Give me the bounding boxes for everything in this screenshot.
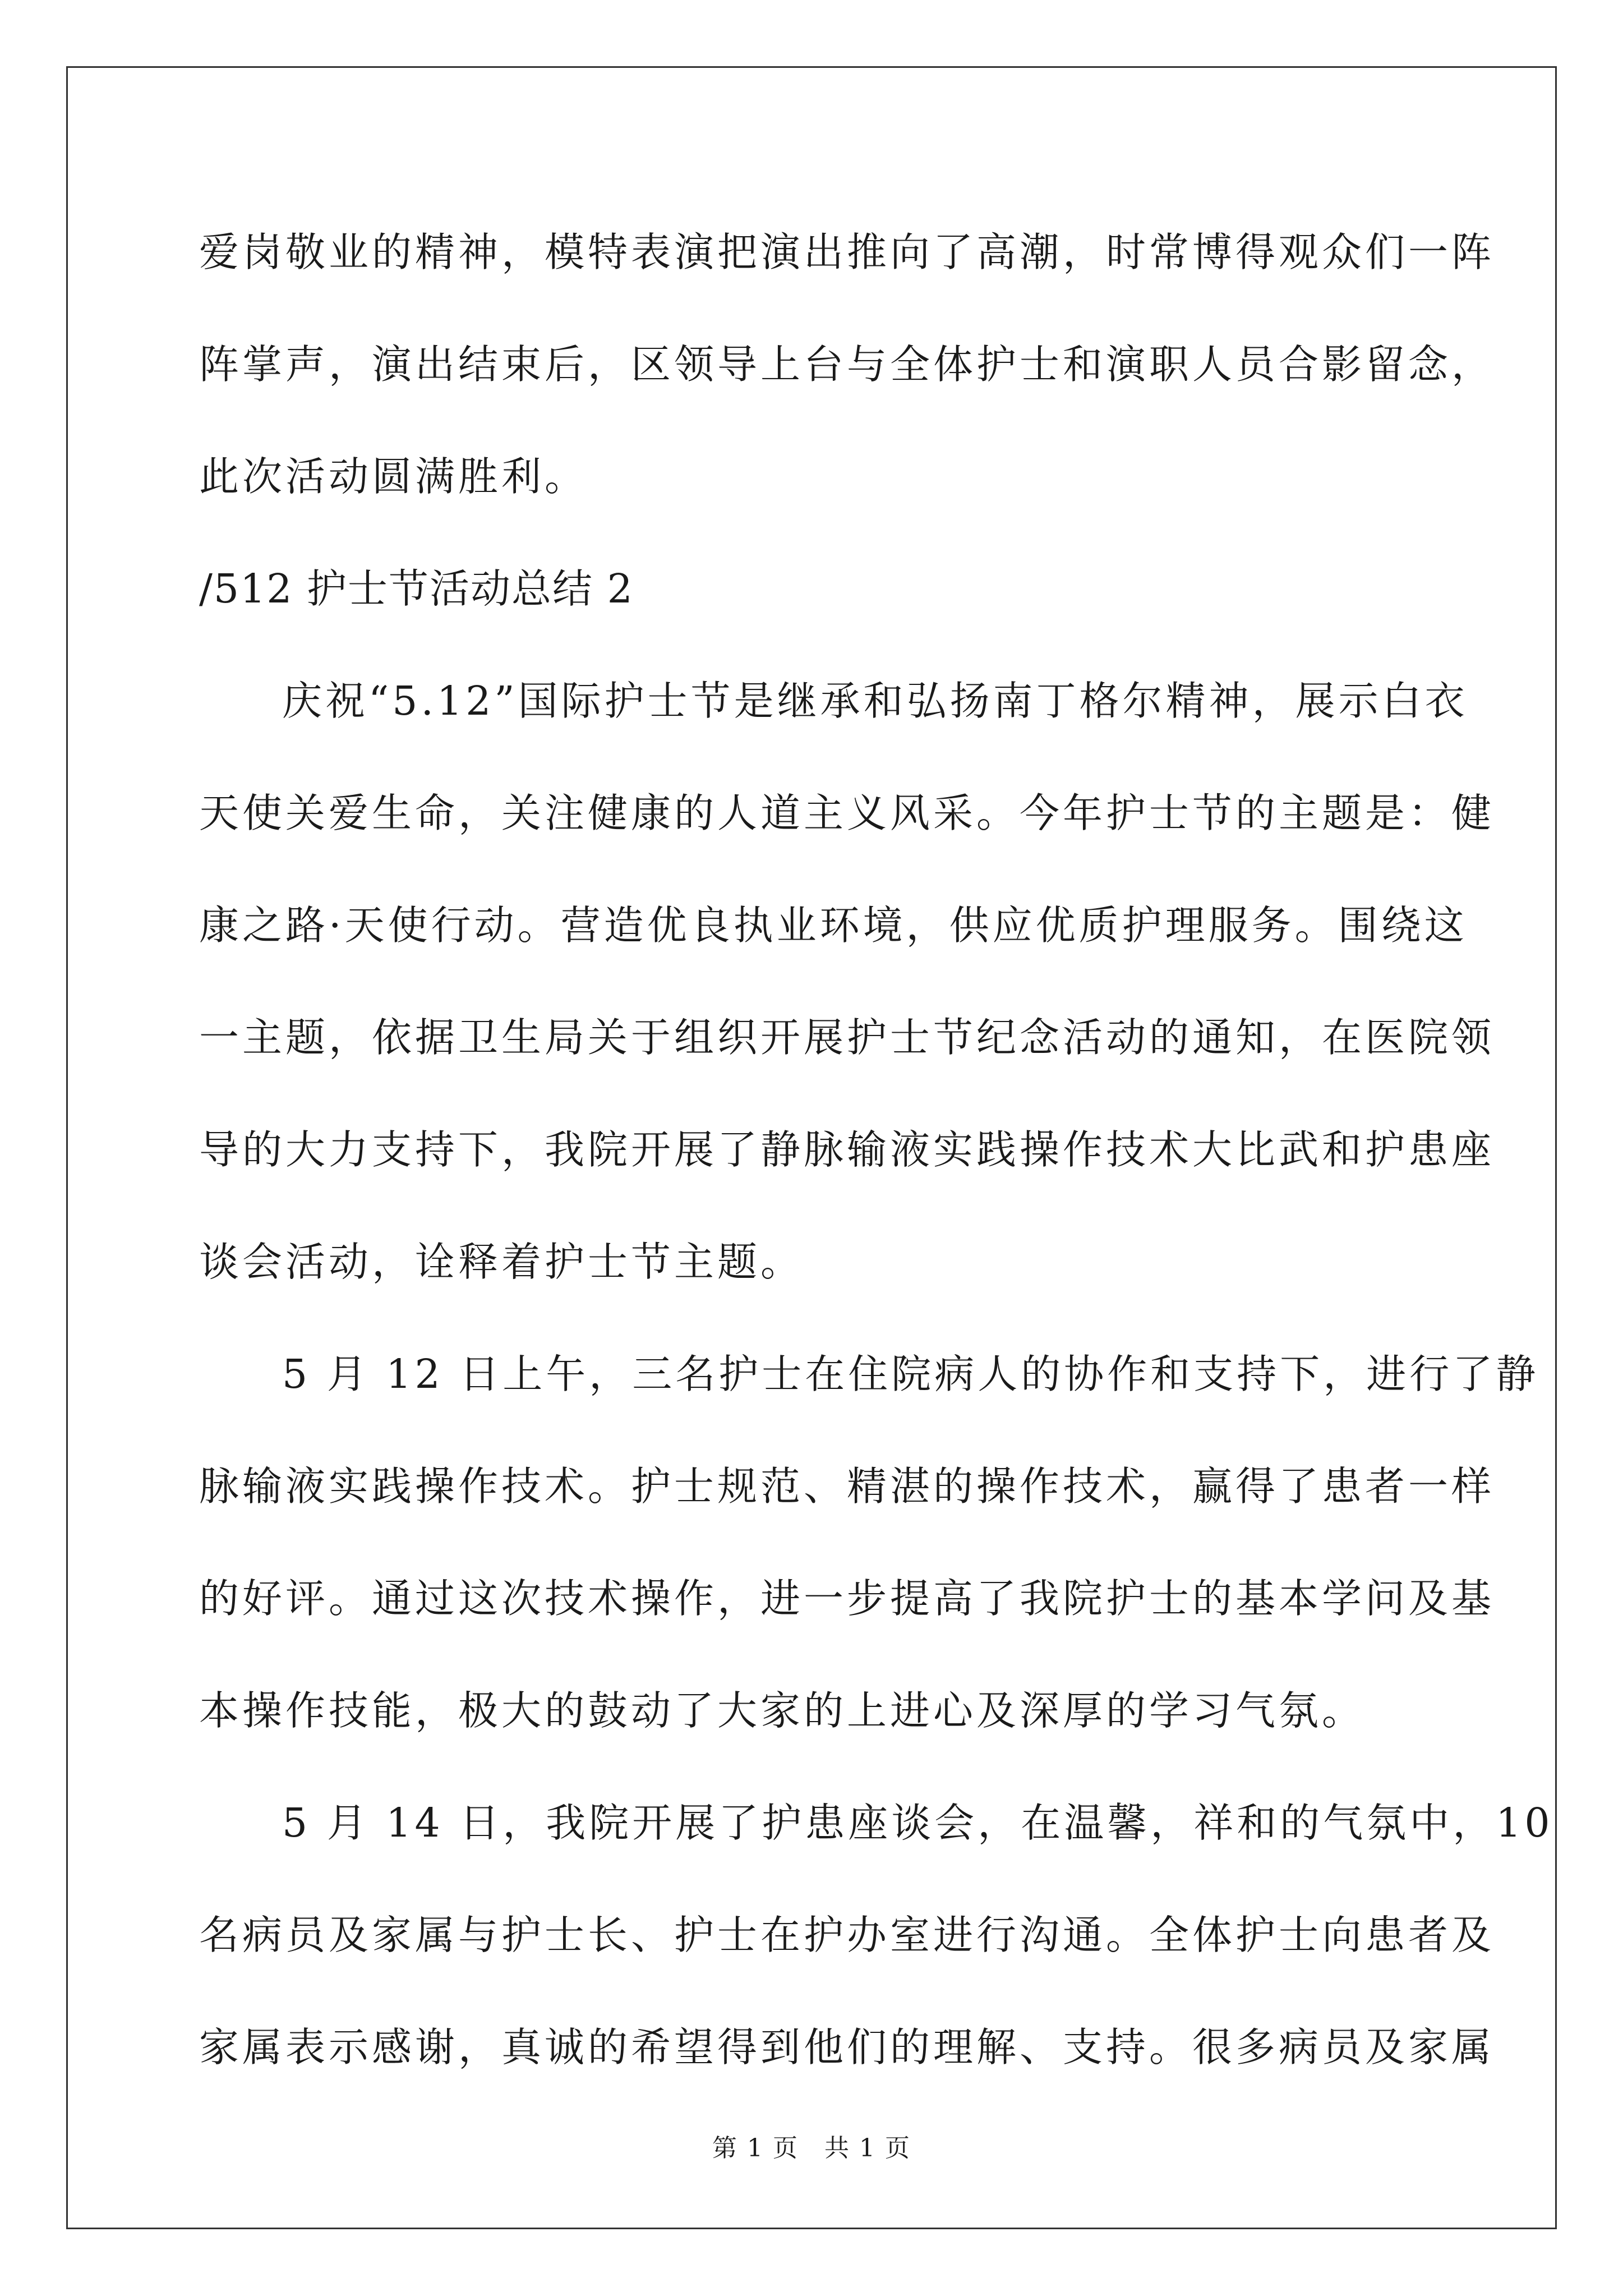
text-line: 天使关爱生命，关注健康的人道主义风采。今年护士节的主题是：健 bbox=[199, 790, 1495, 836]
paragraph-first-line: 5 月 12 日上午，三名护士在住院病人的协作和支持下，进行了静 bbox=[282, 1351, 1539, 1397]
text-line: 名病员及家属与护士长、护士在护办室进行沟通。全体护士向患者及 bbox=[199, 1912, 1495, 1958]
text-line: 康之路·天使行动。营造优良执业环境，供应优质护理服务。围绕这 bbox=[199, 902, 1468, 949]
text-line: 一主题，依据卫生局关于组织开展护士节纪念活动的通知，在医院领 bbox=[199, 1014, 1495, 1061]
text-line: 本操作技能，极大的鼓动了大家的上进心及深厚的学习气氛。 bbox=[199, 1687, 1366, 1734]
document-body bbox=[199, 196, 1553, 2104]
text-line: 此次活动圆满胜利。 bbox=[199, 453, 588, 500]
text-line: 脉输液实践操作技术。护士规范、精湛的操作技术，赢得了患者一样 bbox=[199, 1463, 1495, 1510]
text-line: 的好评。通过这次技术操作，进一步提高了我院护士的基本学问及基 bbox=[199, 1575, 1495, 1622]
text-line: 家属表示感谢，真诚的希望得到他们的理解、支持。很多病员及家属 bbox=[199, 2024, 1495, 2070]
page-footer: 第 1 页 共 1 页 bbox=[712, 2134, 911, 2162]
section-heading: /512 护士节活动总结 2 bbox=[199, 565, 634, 612]
text-line: 阵掌声，演出结束后，区领导上台与全体护士和演职人员合影留念， bbox=[199, 341, 1495, 388]
paragraph-first-line: 5 月 14 日，我院开展了护患座谈会，在温馨，祥和的气氛中，10 bbox=[282, 1800, 1553, 1846]
paragraph-first-line: 庆祝“5.12”国际护士节是继承和弘扬南丁格尔精神，展示白衣 bbox=[282, 678, 1468, 724]
text-line: 谈会活动，诠释着护士节主题。 bbox=[199, 1239, 804, 1285]
text-line: 导的大力支持下，我院开展了静脉输液实践操作技术大比武和护患座 bbox=[199, 1126, 1495, 1173]
text-line: 爱岗敬业的精神，模特表演把演出推向了高潮，时常博得观众们一阵 bbox=[199, 229, 1495, 275]
